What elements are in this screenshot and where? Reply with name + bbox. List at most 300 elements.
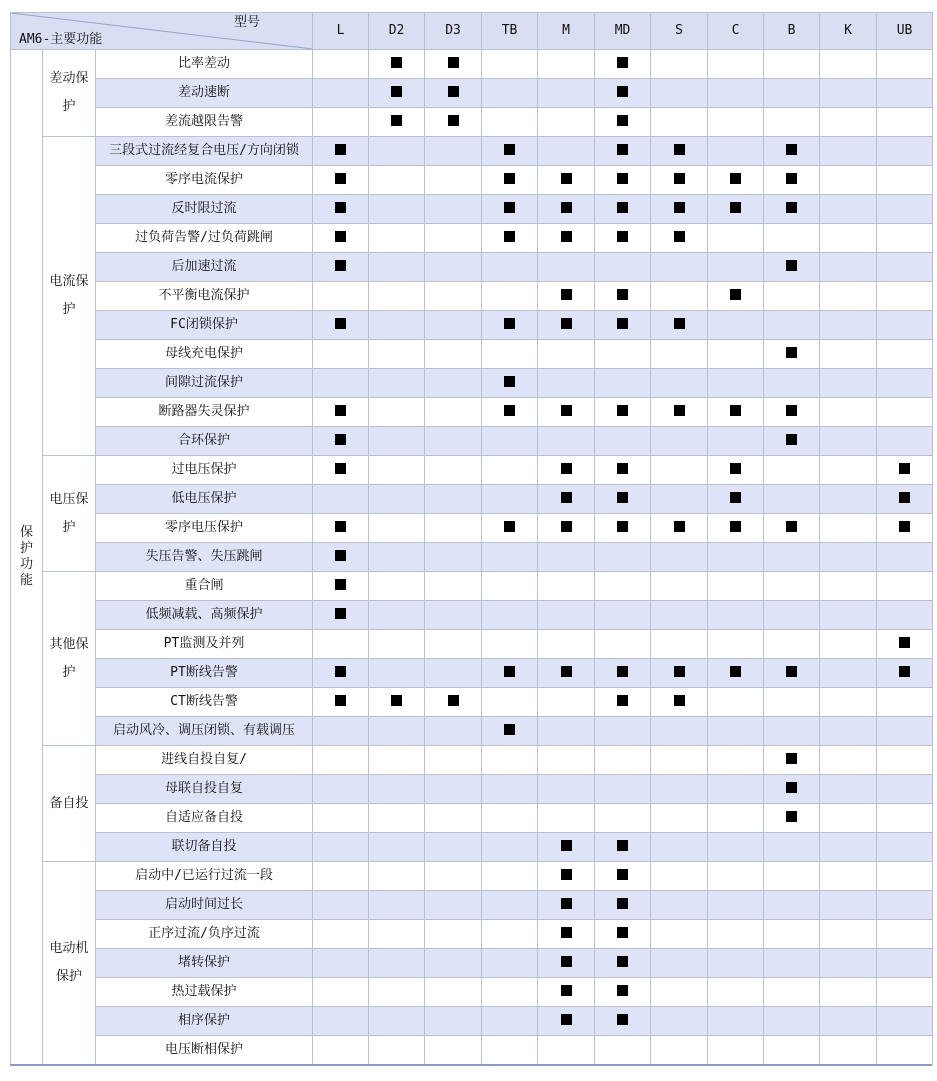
feature-label: FC闭锁保护 — [96, 311, 313, 340]
cell-md — [595, 50, 651, 79]
feature-label: PT断线告警 — [96, 659, 313, 688]
cell-k — [820, 833, 877, 862]
table-row — [11, 282, 933, 311]
cell-l — [313, 253, 369, 282]
supported-mark-icon — [561, 289, 572, 300]
model-header-b: B — [764, 13, 820, 50]
feature-label: 失压告警、失压跳闸 — [96, 543, 313, 572]
cell-c — [708, 282, 764, 311]
cell-c — [708, 543, 764, 572]
spec-sheet — [10, 12, 932, 1065]
cell-d3 — [425, 1036, 482, 1065]
supported-mark-icon — [504, 202, 515, 213]
cell-ub — [877, 1007, 933, 1036]
cell-ub — [877, 833, 933, 862]
table-row — [11, 79, 933, 108]
supported-mark-icon — [617, 405, 628, 416]
supported-mark-icon — [730, 492, 741, 503]
cell-ub — [877, 485, 933, 514]
cell-d2 — [369, 1036, 425, 1065]
table-row — [11, 543, 933, 572]
supported-mark-icon — [335, 579, 346, 590]
cell-k — [820, 340, 877, 369]
cell-tb — [482, 398, 538, 427]
cell-d2 — [369, 282, 425, 311]
cell-m — [538, 108, 595, 137]
cell-md — [595, 746, 651, 775]
supported-mark-icon — [335, 405, 346, 416]
cell-tb — [482, 253, 538, 282]
cell-d2 — [369, 166, 425, 195]
cell-md — [595, 920, 651, 949]
cell-m — [538, 282, 595, 311]
supported-mark-icon — [674, 318, 685, 329]
supported-mark-icon — [617, 86, 628, 97]
cell-c — [708, 456, 764, 485]
supported-mark-icon — [504, 666, 515, 677]
cell-b — [764, 862, 820, 891]
supported-mark-icon — [335, 608, 346, 619]
cell-b — [764, 427, 820, 456]
cell-m — [538, 891, 595, 920]
cell-d2 — [369, 717, 425, 746]
supported-mark-icon — [899, 492, 910, 503]
cell-l — [313, 543, 369, 572]
feature-label: 低电压保护 — [96, 485, 313, 514]
table-row — [11, 456, 933, 485]
cell-m — [538, 195, 595, 224]
feature-label: 正序过流/负序过流 — [96, 920, 313, 949]
table-row — [11, 50, 933, 79]
group-cell — [43, 137, 96, 456]
cell-b — [764, 311, 820, 340]
cell-l — [313, 920, 369, 949]
feature-label: 重合闸 — [96, 572, 313, 601]
cell-ub — [877, 369, 933, 398]
cell-md — [595, 572, 651, 601]
supported-mark-icon — [617, 144, 628, 155]
cell-c — [708, 108, 764, 137]
cell-d2 — [369, 108, 425, 137]
model-header-md: MD — [595, 13, 651, 50]
supported-mark-icon — [617, 956, 628, 967]
cell-d2 — [369, 949, 425, 978]
cell-k — [820, 543, 877, 572]
supported-mark-icon — [730, 405, 741, 416]
cell-c — [708, 862, 764, 891]
cell-c — [708, 485, 764, 514]
table-row — [11, 833, 933, 862]
bottom-rule — [10, 1064, 932, 1066]
cell-k — [820, 224, 877, 253]
cell-d3 — [425, 978, 482, 1007]
cell-s — [651, 253, 708, 282]
cell-md — [595, 717, 651, 746]
group-cell — [43, 50, 96, 137]
cell-l — [313, 137, 369, 166]
cell-c — [708, 398, 764, 427]
cell-k — [820, 398, 877, 427]
cell-s — [651, 311, 708, 340]
cell-md — [595, 166, 651, 195]
group-cell — [43, 862, 96, 1065]
feature-label: 进线自投自复/ — [96, 746, 313, 775]
cell-d3 — [425, 398, 482, 427]
header-corner — [11, 13, 313, 50]
cell-b — [764, 137, 820, 166]
cell-s — [651, 369, 708, 398]
cell-d3 — [425, 949, 482, 978]
cell-m — [538, 949, 595, 978]
model-header-s: S — [651, 13, 708, 50]
cell-s — [651, 717, 708, 746]
cell-l — [313, 659, 369, 688]
cell-b — [764, 398, 820, 427]
supported-mark-icon — [899, 521, 910, 532]
cell-c — [708, 601, 764, 630]
cell-b — [764, 224, 820, 253]
cell-md — [595, 862, 651, 891]
supported-mark-icon — [617, 492, 628, 503]
cell-md — [595, 891, 651, 920]
cell-md — [595, 282, 651, 311]
cell-b — [764, 746, 820, 775]
cell-l — [313, 1036, 369, 1065]
cell-k — [820, 746, 877, 775]
cell-d3 — [425, 659, 482, 688]
supported-mark-icon — [786, 811, 797, 822]
group-label: 电流保护 — [49, 274, 89, 317]
cell-md — [595, 659, 651, 688]
supported-mark-icon — [617, 840, 628, 851]
cell-tb — [482, 630, 538, 659]
cell-md — [595, 514, 651, 543]
cell-m — [538, 1036, 595, 1065]
cell-d2 — [369, 195, 425, 224]
supported-mark-icon — [561, 898, 572, 909]
cell-d3 — [425, 311, 482, 340]
cell-s — [651, 398, 708, 427]
cell-l — [313, 688, 369, 717]
cell-m — [538, 253, 595, 282]
cell-b — [764, 978, 820, 1007]
cell-l — [313, 862, 369, 891]
supported-mark-icon — [786, 405, 797, 416]
supported-mark-icon — [504, 521, 515, 532]
model-header-d2: D2 — [369, 13, 425, 50]
cell-l — [313, 427, 369, 456]
supported-mark-icon — [617, 985, 628, 996]
cell-ub — [877, 427, 933, 456]
supported-mark-icon — [391, 57, 402, 68]
cell-s — [651, 920, 708, 949]
supported-mark-icon — [448, 115, 459, 126]
cell-l — [313, 456, 369, 485]
feature-label: 联切备自投 — [96, 833, 313, 862]
cell-c — [708, 688, 764, 717]
cell-tb — [482, 311, 538, 340]
table-row — [11, 340, 933, 369]
cell-d3 — [425, 920, 482, 949]
supported-mark-icon — [786, 434, 797, 445]
feature-label: PT监测及并列 — [96, 630, 313, 659]
supported-mark-icon — [335, 666, 346, 677]
cell-tb — [482, 485, 538, 514]
cell-b — [764, 601, 820, 630]
cell-d3 — [425, 253, 482, 282]
cell-md — [595, 456, 651, 485]
cell-tb — [482, 108, 538, 137]
feature-label: 比率差动 — [96, 50, 313, 79]
model-header-l: L — [313, 13, 369, 50]
cell-d2 — [369, 456, 425, 485]
cell-k — [820, 50, 877, 79]
cell-b — [764, 514, 820, 543]
supported-mark-icon — [504, 376, 515, 387]
cell-md — [595, 398, 651, 427]
feature-label: 电压断相保护 — [96, 1036, 313, 1065]
supported-mark-icon — [561, 927, 572, 938]
cell-d3 — [425, 630, 482, 659]
cell-s — [651, 601, 708, 630]
cell-d2 — [369, 369, 425, 398]
table-row — [11, 717, 933, 746]
cell-m — [538, 340, 595, 369]
cell-md — [595, 630, 651, 659]
feature-label: 堵转保护 — [96, 949, 313, 978]
supported-mark-icon — [335, 318, 346, 329]
feature-label: CT断线告警 — [96, 688, 313, 717]
cell-s — [651, 543, 708, 572]
cell-k — [820, 485, 877, 514]
cell-tb — [482, 79, 538, 108]
cell-b — [764, 630, 820, 659]
cell-ub — [877, 224, 933, 253]
cell-s — [651, 485, 708, 514]
cell-c — [708, 166, 764, 195]
cell-b — [764, 253, 820, 282]
supported-mark-icon — [730, 666, 741, 677]
cell-k — [820, 688, 877, 717]
cell-d3 — [425, 804, 482, 833]
cell-l — [313, 746, 369, 775]
cell-s — [651, 79, 708, 108]
cell-b — [764, 1036, 820, 1065]
table-row — [11, 862, 933, 891]
supported-mark-icon — [674, 231, 685, 242]
supported-mark-icon — [504, 318, 515, 329]
cell-k — [820, 717, 877, 746]
supported-mark-icon — [504, 231, 515, 242]
cell-k — [820, 601, 877, 630]
cell-d3 — [425, 224, 482, 253]
cell-d2 — [369, 746, 425, 775]
supported-mark-icon — [674, 173, 685, 184]
cell-d2 — [369, 50, 425, 79]
cell-ub — [877, 456, 933, 485]
supported-mark-icon — [786, 144, 797, 155]
cell-b — [764, 485, 820, 514]
feature-label: 启动风冷、调压闭锁、有载调压 — [96, 717, 313, 746]
cell-d2 — [369, 862, 425, 891]
feature-label: 差动速断 — [96, 79, 313, 108]
cell-d3 — [425, 833, 482, 862]
cell-l — [313, 514, 369, 543]
cell-k — [820, 456, 877, 485]
cell-s — [651, 195, 708, 224]
function-header-label: AM6-主要功能 — [19, 32, 103, 47]
cell-md — [595, 224, 651, 253]
supported-mark-icon — [617, 318, 628, 329]
cell-md — [595, 137, 651, 166]
supported-mark-icon — [786, 202, 797, 213]
cell-c — [708, 978, 764, 1007]
cell-md — [595, 543, 651, 572]
cell-d3 — [425, 369, 482, 398]
feature-label: 自适应备自投 — [96, 804, 313, 833]
table-row — [11, 572, 933, 601]
cell-d3 — [425, 717, 482, 746]
cell-k — [820, 572, 877, 601]
cell-d2 — [369, 659, 425, 688]
feature-label: 反时限过流 — [96, 195, 313, 224]
cell-md — [595, 340, 651, 369]
cell-k — [820, 978, 877, 1007]
cell-ub — [877, 804, 933, 833]
cell-s — [651, 427, 708, 456]
cell-s — [651, 746, 708, 775]
cell-d2 — [369, 485, 425, 514]
cell-tb — [482, 224, 538, 253]
cell-l — [313, 282, 369, 311]
cell-c — [708, 572, 764, 601]
cell-ub — [877, 1036, 933, 1065]
table-row — [11, 311, 933, 340]
supported-mark-icon — [335, 173, 346, 184]
cell-d2 — [369, 891, 425, 920]
cell-b — [764, 50, 820, 79]
cell-d2 — [369, 978, 425, 1007]
cell-c — [708, 659, 764, 688]
cell-b — [764, 369, 820, 398]
cell-s — [651, 978, 708, 1007]
cell-l — [313, 572, 369, 601]
supported-mark-icon — [617, 173, 628, 184]
cell-c — [708, 253, 764, 282]
cell-k — [820, 775, 877, 804]
cell-c — [708, 775, 764, 804]
model-header-ub: UB — [877, 13, 933, 50]
cell-c — [708, 804, 764, 833]
feature-label: 低频减载、高频保护 — [96, 601, 313, 630]
cell-d2 — [369, 601, 425, 630]
cell-ub — [877, 659, 933, 688]
cell-l — [313, 891, 369, 920]
main-category-cell — [11, 50, 43, 1065]
cell-s — [651, 1036, 708, 1065]
cell-m — [538, 572, 595, 601]
supported-mark-icon — [899, 463, 910, 474]
cell-m — [538, 978, 595, 1007]
cell-l — [313, 79, 369, 108]
cell-m — [538, 717, 595, 746]
cell-d2 — [369, 224, 425, 253]
cell-l — [313, 485, 369, 514]
cell-d3 — [425, 862, 482, 891]
group-cell — [43, 572, 96, 746]
table-row — [11, 746, 933, 775]
cell-m — [538, 862, 595, 891]
supported-mark-icon — [786, 666, 797, 677]
supported-mark-icon — [617, 898, 628, 909]
cell-c — [708, 1036, 764, 1065]
cell-c — [708, 50, 764, 79]
cell-s — [651, 166, 708, 195]
supported-mark-icon — [617, 1014, 628, 1025]
cell-k — [820, 195, 877, 224]
cell-d3 — [425, 456, 482, 485]
supported-mark-icon — [391, 695, 402, 706]
cell-k — [820, 108, 877, 137]
cell-d2 — [369, 543, 425, 572]
cell-m — [538, 166, 595, 195]
model-header-d3: D3 — [425, 13, 482, 50]
supported-mark-icon — [561, 405, 572, 416]
supported-mark-icon — [561, 521, 572, 532]
supported-mark-icon — [617, 521, 628, 532]
cell-d2 — [369, 311, 425, 340]
cell-tb — [482, 137, 538, 166]
model-header-k: K — [820, 13, 877, 50]
cell-k — [820, 282, 877, 311]
cell-m — [538, 659, 595, 688]
supported-mark-icon — [617, 695, 628, 706]
cell-tb — [482, 978, 538, 1007]
cell-k — [820, 862, 877, 891]
table-row — [11, 195, 933, 224]
cell-l — [313, 166, 369, 195]
cell-d2 — [369, 572, 425, 601]
cell-d2 — [369, 427, 425, 456]
table-row — [11, 224, 933, 253]
cell-s — [651, 282, 708, 311]
cell-c — [708, 427, 764, 456]
cell-md — [595, 195, 651, 224]
supported-mark-icon — [617, 202, 628, 213]
cell-c — [708, 514, 764, 543]
supported-mark-icon — [561, 840, 572, 851]
group-label: 差动保护 — [49, 71, 89, 114]
cell-d3 — [425, 543, 482, 572]
cell-d3 — [425, 514, 482, 543]
cell-k — [820, 949, 877, 978]
supported-mark-icon — [899, 637, 910, 648]
cell-md — [595, 804, 651, 833]
cell-k — [820, 1007, 877, 1036]
cell-b — [764, 775, 820, 804]
cell-b — [764, 1007, 820, 1036]
cell-c — [708, 340, 764, 369]
cell-tb — [482, 340, 538, 369]
cell-l — [313, 108, 369, 137]
feature-label: 过电压保护 — [96, 456, 313, 485]
cell-ub — [877, 688, 933, 717]
feature-label: 启动时间过长 — [96, 891, 313, 920]
cell-md — [595, 833, 651, 862]
supported-mark-icon — [617, 115, 628, 126]
cell-s — [651, 50, 708, 79]
cell-ub — [877, 630, 933, 659]
